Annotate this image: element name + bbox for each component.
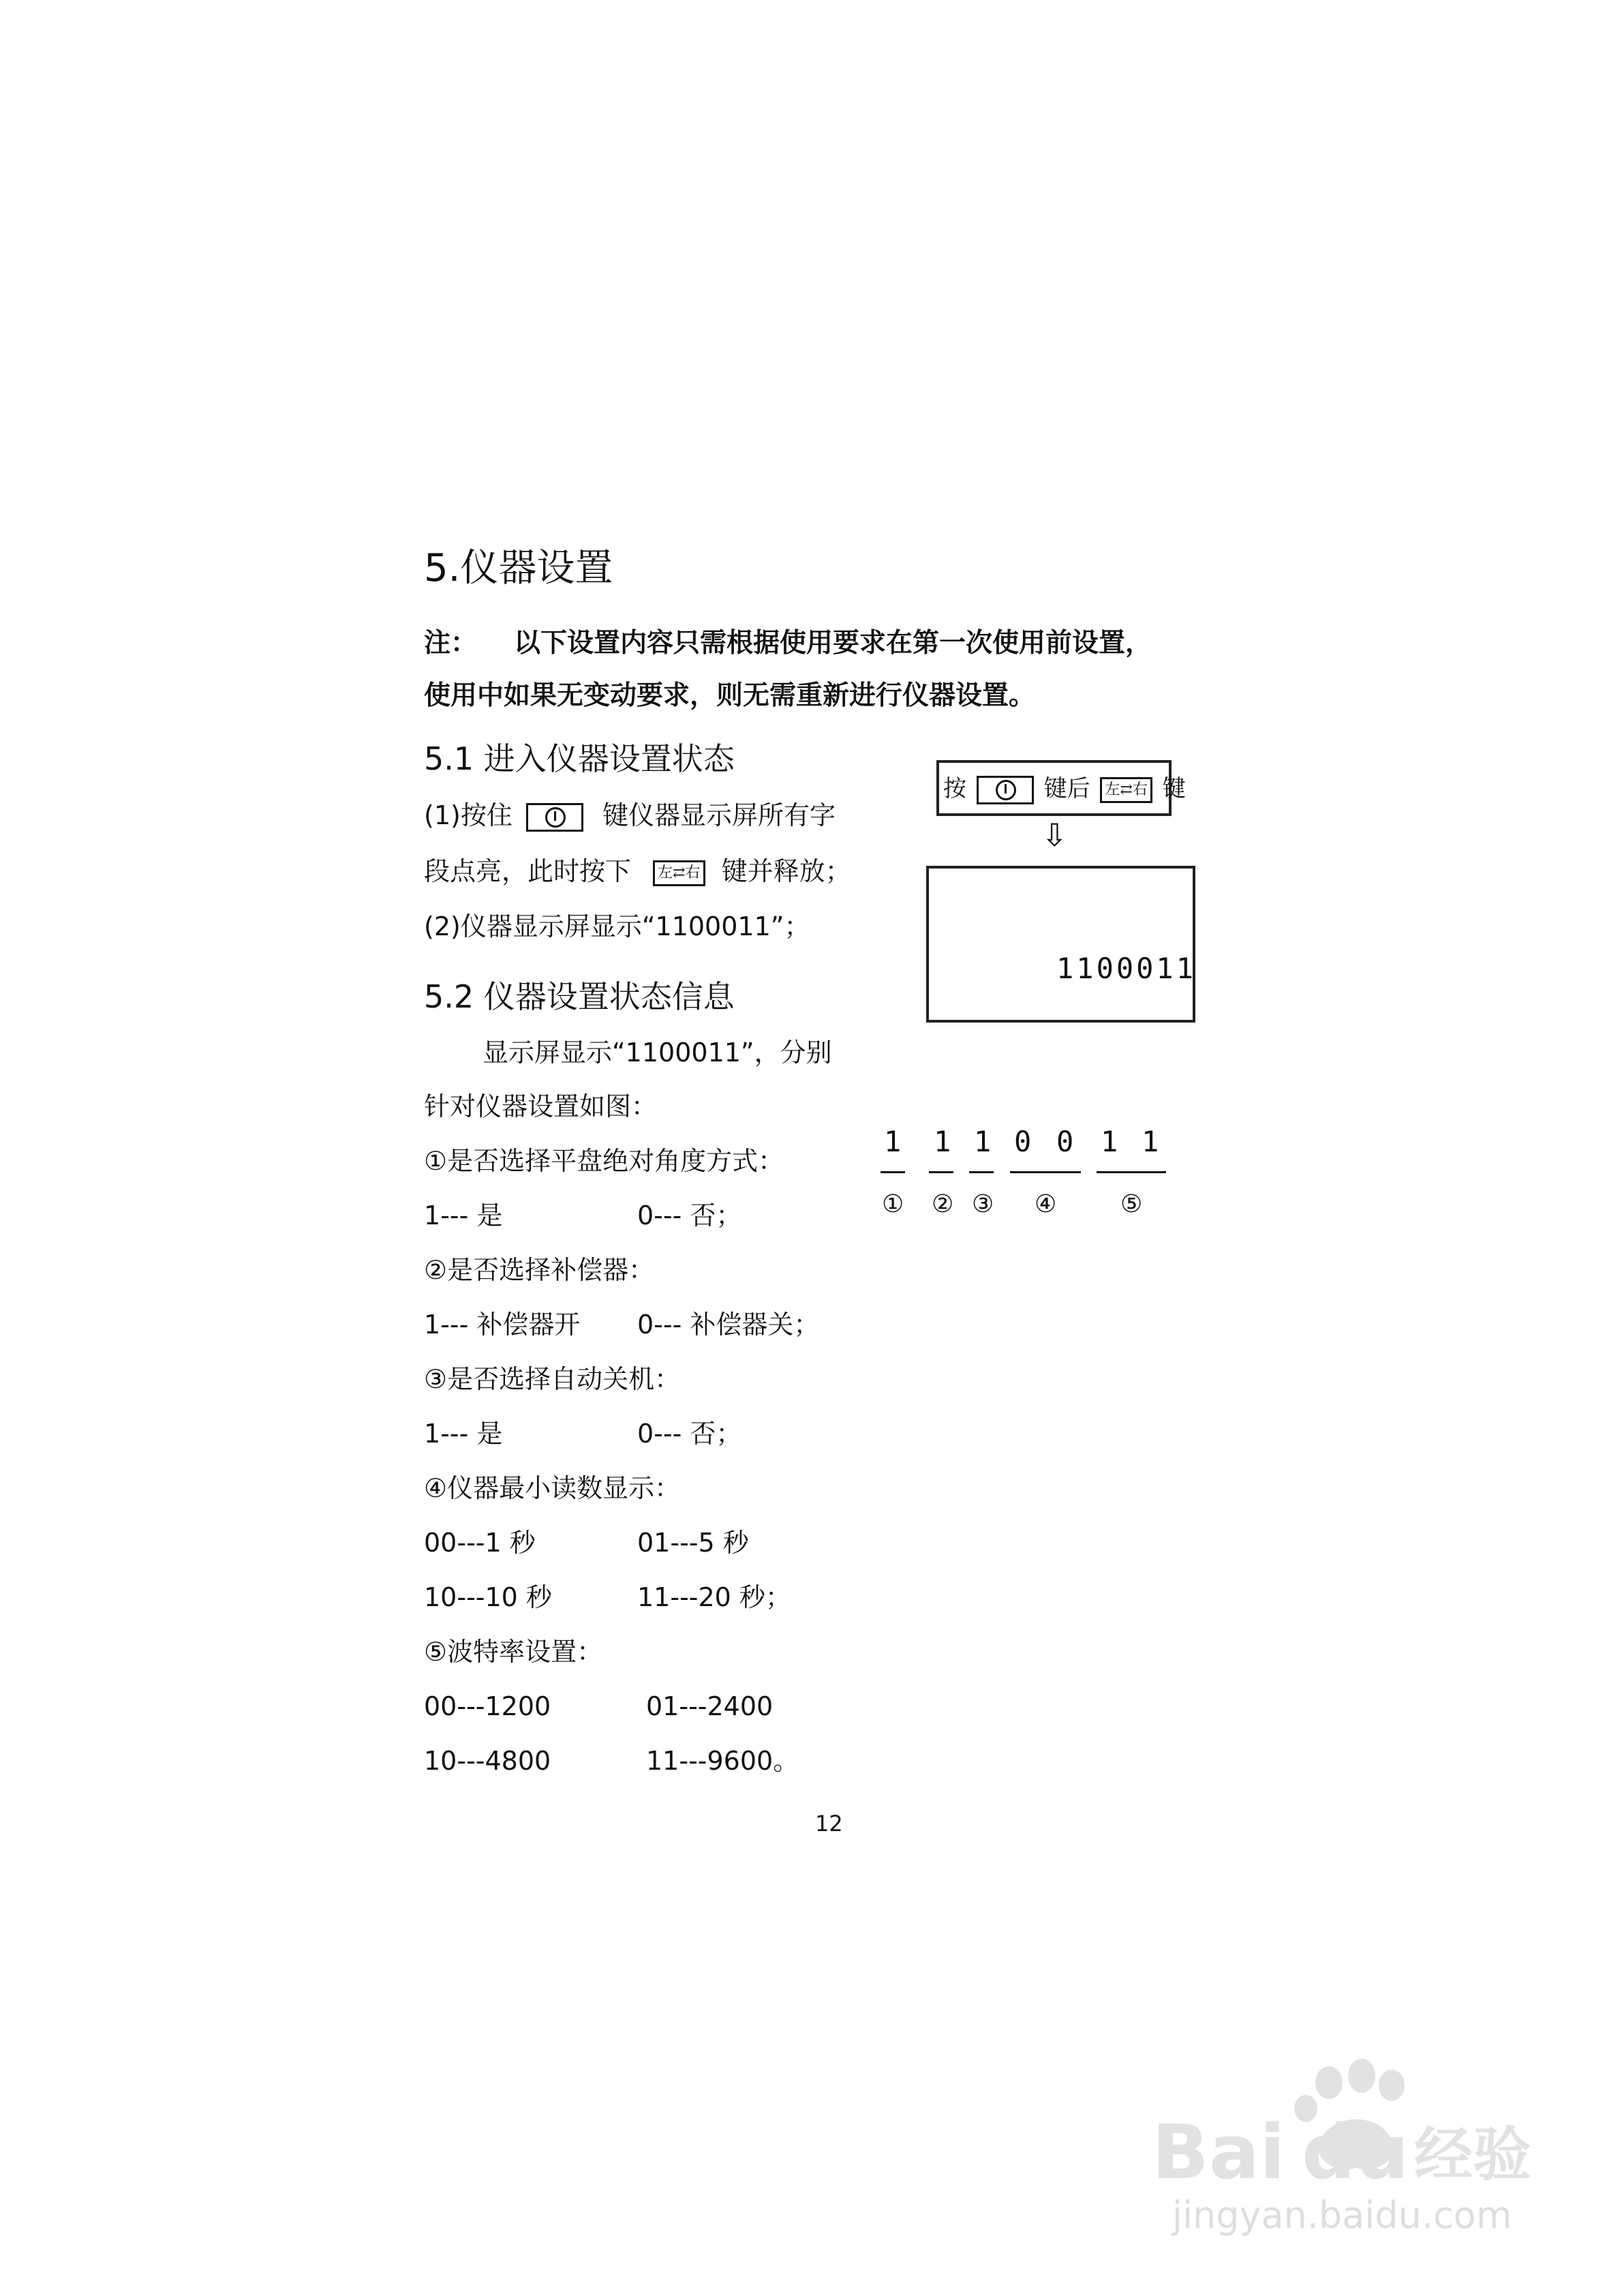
- marker-4: ④: [1035, 1190, 1057, 1218]
- left-right-key-icon: 左⇄右: [1100, 777, 1152, 803]
- section-5-2-heading: 5.2 仪器设置状态信息: [424, 978, 735, 1015]
- power-key-icon: [526, 803, 583, 832]
- marker-3: ③: [972, 1190, 994, 1218]
- group-4-underline: [1010, 1171, 1081, 1173]
- section-5-1-heading: 5.1 进入仪器设置状态: [424, 740, 735, 777]
- display-screen: [926, 866, 1195, 1023]
- digit-5: 0: [1056, 1125, 1074, 1158]
- page-title: 5.仪器设置: [424, 546, 613, 590]
- option-5-value-c: 10---4800: [424, 1746, 551, 1776]
- note-line-1: [424, 626, 1152, 661]
- step1-line-1: [424, 798, 836, 833]
- option-1-title: ①是否选择平盘绝对角度方式：: [424, 1146, 784, 1176]
- svg-text:du: du: [1302, 2109, 1409, 2196]
- step1-text-c: 段点亮，此时按下: [424, 856, 632, 886]
- option-5-value-a: 00---1200: [424, 1691, 551, 1721]
- digit-6: 1: [1101, 1125, 1118, 1158]
- option-2-value-b: 0--- 补偿器关；: [637, 1310, 820, 1340]
- down-arrow-icon: ⇩: [1041, 817, 1068, 854]
- svg-text:经验: 经验: [1414, 2121, 1531, 2189]
- option-2-title: ②是否选择补偿器：: [424, 1255, 655, 1285]
- note-label: 注：: [424, 628, 478, 659]
- marker-2: ②: [932, 1190, 954, 1218]
- key-instruction: [943, 775, 1186, 804]
- option-5-value-d: 11---9600。: [646, 1746, 799, 1776]
- watermark-url: jingyan.baidu.com: [1172, 2194, 1512, 2237]
- option-1-value-b: 0--- 否；: [637, 1200, 742, 1230]
- digit-3: 1: [974, 1125, 992, 1158]
- option-5-value-b: 01---2400: [646, 1691, 774, 1721]
- option-4-value-b: 01---5 秒: [637, 1528, 749, 1558]
- option-2-value-a: 1--- 补偿器开: [424, 1310, 581, 1340]
- note-line-2: 使用中如果无变动要求，则无需重新进行仪器设置。: [424, 680, 1036, 711]
- option-3-title: ③是否选择自动关机：: [424, 1364, 681, 1394]
- key-instruction-prefix: 按: [943, 775, 966, 802]
- step2-line: (2)仪器显示屏显示“1100011”；: [424, 911, 810, 941]
- note-text-1: 以下设置内容只需根据使用要求在第一次使用前设置，: [514, 628, 1152, 659]
- svg-text:Bai: Bai: [1152, 2109, 1285, 2196]
- option-3-value-b: 0--- 否；: [637, 1419, 742, 1449]
- left-right-key-icon: 左⇄右: [653, 860, 705, 886]
- group-1-underline: [881, 1171, 905, 1173]
- key-instruction-middle: 键后: [1043, 775, 1090, 802]
- option-4-title: ④仪器最小读数显示：: [424, 1473, 681, 1503]
- digit-7: 1: [1142, 1125, 1159, 1158]
- key-instruction-suffix: 键: [1162, 775, 1186, 802]
- power-key-icon: [977, 776, 1034, 804]
- option-4-value-a: 00---1 秒: [424, 1528, 536, 1558]
- group-5-underline: [1097, 1171, 1166, 1173]
- marker-1: ①: [882, 1190, 904, 1218]
- step1-text-d: 键并释放；: [721, 856, 851, 886]
- option-4-value-c: 10---10 秒: [424, 1582, 552, 1612]
- marker-5: ⑤: [1120, 1190, 1143, 1218]
- digit-1: 1: [884, 1125, 902, 1158]
- step1-text-a: (1)按住: [424, 800, 512, 830]
- option-1-value-a: 1--- 是: [424, 1200, 503, 1230]
- section-5-2-intro-1: 显示屏显示“1100011”，分别: [483, 1038, 832, 1068]
- step1-text-b: 键仪器显示屏所有字: [602, 800, 836, 830]
- digit-2: 1: [934, 1125, 951, 1158]
- option-4-value-d: 11---20 秒；: [637, 1582, 791, 1612]
- group-3-underline: [969, 1171, 994, 1173]
- step1-line-2: [424, 854, 851, 889]
- display-value: 1100011: [1056, 952, 1197, 985]
- baidu-jingyan-watermark: [1145, 2055, 1540, 2246]
- digit-4: 0: [1014, 1125, 1032, 1158]
- group-2-underline: [929, 1171, 953, 1173]
- option-5-title: ⑤波特率设置：: [424, 1637, 603, 1667]
- page-number: 12: [815, 1811, 843, 1837]
- option-3-value-a: 1--- 是: [424, 1419, 503, 1449]
- section-5-2-intro-2: 针对仪器设置如图：: [424, 1091, 658, 1121]
